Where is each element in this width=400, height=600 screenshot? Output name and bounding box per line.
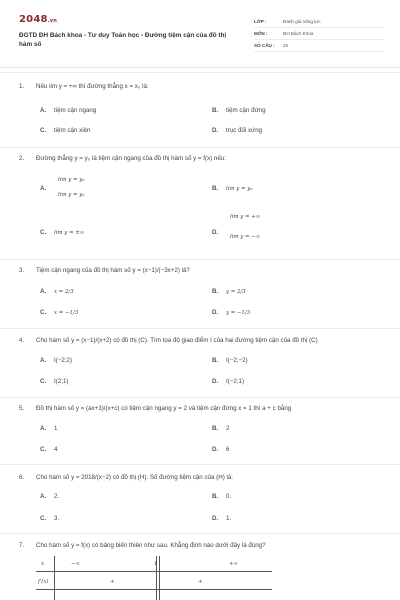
answer-option[interactable]: B. 2 [212, 425, 230, 432]
divider [0, 464, 400, 465]
question-text: Cho hàm số y = f(x) có bảng biến thiên như sau. Khẳng định nào dưới đây là đúng? [36, 542, 266, 549]
brand-logo[interactable]: 2048.vn [19, 14, 57, 25]
answer-option[interactable]: C. tiệm cận xiên [40, 127, 91, 134]
question-number: 1. [19, 83, 25, 90]
answer-option[interactable]: D. [212, 229, 219, 236]
meta-row-subject [254, 28, 384, 40]
math-expression: lim y = y₀ [58, 177, 85, 183]
answer-option[interactable]: A. 1 [40, 425, 58, 432]
answer-option[interactable]: C. lim y = ±∞ [40, 229, 85, 236]
question-text: Cho hàm số y = (x−1)/(x+2) có đồ thị (C). Tìm tọa độ giao điểm I của hai đường tiệm cận của đồ thị (C) [36, 337, 318, 344]
divider [0, 533, 400, 534]
question-number: 2. [19, 155, 25, 162]
question-text: Nếu lim y = +∞ thì đường thẳng x = x₀ là: [36, 83, 149, 90]
math-expression: lim y = +∞ [230, 214, 261, 220]
answer-option[interactable]: C. 3. [40, 515, 60, 522]
answer-option[interactable]: A. tiệm cận ngang [40, 107, 97, 114]
meta-key: LỚP : [254, 19, 267, 24]
table-cell: + [198, 579, 203, 585]
answer-option[interactable]: D. I(−2;1) [212, 378, 245, 385]
meta-value: 25 [283, 43, 289, 48]
answer-option[interactable]: B. y = 2/3 [212, 288, 246, 295]
answer-option[interactable]: B. I(−2;−2) [212, 357, 248, 364]
table-cell: f′(x) [38, 579, 49, 585]
answer-option[interactable]: A. I(−2;2) [40, 357, 73, 364]
table-cell: x [41, 561, 45, 567]
meta-value: ĐH Bách Khoa [283, 31, 314, 36]
math-expression: lim y = y₀ [58, 192, 85, 198]
answer-option[interactable]: A. [40, 185, 47, 192]
divider [0, 328, 400, 329]
answer-option[interactable]: B. lim y = y₀ [212, 185, 253, 192]
table-cell: 1 [154, 561, 158, 567]
answer-option[interactable]: C. x = −1/3 [40, 309, 79, 316]
question-number: 7. [19, 542, 25, 549]
question-text: Đường thẳng y = y₀ là tiệm cận ngang của đồ thị hàm số y = f(x) nếu: [36, 155, 226, 162]
table-row-divider [36, 571, 272, 572]
meta-value: Đánh giá năng lực [283, 19, 321, 24]
variation-table [36, 556, 272, 600]
math-expression: lim y = −∞ [230, 234, 261, 240]
table-col-divider [159, 556, 160, 600]
meta-key: SỐ CÂU : [254, 43, 275, 48]
answer-option[interactable]: A. x = 2/3 [40, 288, 74, 295]
divider [0, 147, 400, 148]
answer-option[interactable]: C. I(2;1) [40, 378, 69, 385]
meta-key: MÔN : [254, 31, 268, 36]
page-title: ĐGTD ĐH Bách khoa - Tư duy Toán học - Đường tiệm cận của đồ thị hàm số [19, 32, 227, 48]
question-text: Tiệm cận ngang của đồ thị hàm số y = (x−1)/(−3x+2) là? [36, 267, 190, 274]
question-text: Cho hàm số y = 2018/(x−2) có đồ thị (H). Số đường tiệm cận của (H) là: [36, 474, 234, 481]
answer-option[interactable]: D. 6 [212, 446, 230, 453]
question-number: 3. [19, 267, 25, 274]
divider [0, 259, 400, 260]
question-number: 6. [19, 474, 25, 481]
question-number: 4. [19, 337, 25, 344]
answer-option[interactable]: A. 2. [40, 493, 60, 500]
answer-option[interactable]: C. 4 [40, 446, 58, 453]
answer-option[interactable]: D. 1. [212, 515, 232, 522]
answer-option[interactable]: D. trục đối xứng [212, 127, 263, 134]
answer-option[interactable]: B. 0. [212, 493, 232, 500]
divider [0, 72, 400, 73]
table-cell: + [110, 579, 115, 585]
question-number: 5. [19, 405, 25, 412]
question-text: Đồ thị hàm số y = (ax+3)/(x+c) có tiệm cận ngang y = 2 và tiệm cận đứng x = 1 thì a + c bằng [36, 405, 292, 412]
divider [0, 397, 400, 398]
answer-option[interactable]: D. y = −1/3 [212, 309, 251, 316]
meta-row-count [254, 40, 384, 52]
table-col-divider [54, 556, 55, 600]
header [0, 0, 400, 68]
answer-option[interactable]: B. tiệm cận đứng [212, 107, 266, 114]
table-cell: +∞ [229, 561, 239, 567]
table-row-divider [36, 589, 272, 590]
meta-row-class [254, 16, 384, 28]
table-cell: −∞ [71, 561, 81, 567]
